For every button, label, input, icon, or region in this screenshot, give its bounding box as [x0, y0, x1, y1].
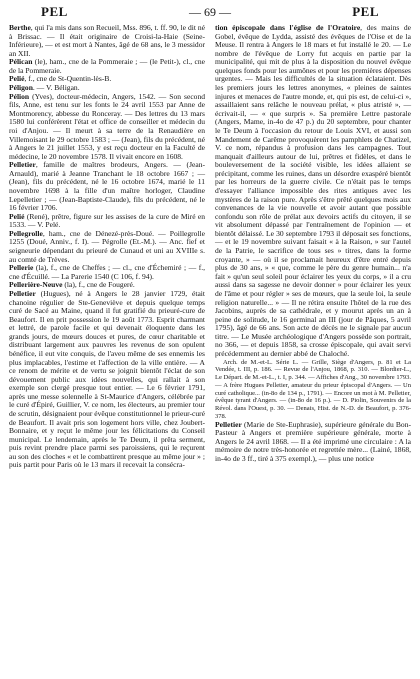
entry-headword: Pellerie: [9, 263, 34, 273]
entry-headword: Pelletier: [215, 419, 242, 429]
dictionary-entry: tion épiscopale dans l'église de l'Oratoire, des mains de Gobel, évêque de Lydda, assisté des évêques de l'Oise et de la Meuse. Il rentra à Angers le 18 mars et fut installé le 20. — Le nombre de l'évêque de Lorry fut acquis en partie par la municipalité, qui mit de plus à la disposition du nouvel évêque quelques fonds pour les aumônes et pour les premières dépenses urgentes. — Mais les difficultés de la situation éclataient. Dès les premiers jours les lettres anonymes, « pleines de saintes injures et menaces de l'autre monde, et, qui pis est, de celui-ci », assaillaient sans relâche le nouveau prélat, « plus atristé », — écrivait-il, — « que surpris ». Sa première Lettre pastorale (Angers, Mame, in-4o de 47 p.) du 20 septembre, pour chanter le Te Deum à l'occasion du retour de Louis XVI, et aussi son Mandement de Carême provoquèrent les pamphlets de Chatizel, V. ce nom, répandus à profusion dans les campagnes. Tout manquait d'ailleurs autour de lui, prêtres et fidèles, et dans le bouleversement de la société visible, les idées allaient se précipitant, comme les ruines, dans un désordre exaspéré bientôt par les horreurs de la guerre civile. Ce n'était pas le temps d'essayer l'alliance impossible des rites antiques avec les mystères de la raison pure. Après s'être prêté quelques mois aux convenances de la vie nouvelle et avoir autant que possible confondu son rôle de prélat aux devoirs actifs du citoyen, il se vit absolument dépassé par l'entraînement de l'opinion — et bientôt délaissé. Le 30 septembre 1793 il déposait ses fonctions, — et le 19 novembre suivant faisait « à la Raison, » sur l'autel de la Patrie, le sacrifice de tous ses » titres, dans la forme croyante, » — où il se proclamait heureux d'être entré depuis plus de 30 ans, » « que, comme le père du genre humain... n'a fait » qu'un seul soleil pour éclairer les yeux du corps, » il a cru aussi dans sa sagesse ne devoir donner » pour éclairer les yeux de l'âme et pour régler » ses de mœurs, que la seule loi, la seule religion naturelle... » — Il ne rétira ensuite l'hôtel de la rue des Jacobins, auprès de sa cathédrale, et y mourut après un an à peine de solitude, le 16 germinal an III (jour de Pâques, 5 avril 1795), âgé de 66 ans. Son acte de décès ne le signale par aucun titre. — Le Musée archéologique d'Angers possède son portrait, no 366, — et depuis 1858, sa crosse épiscopale, qui avait servi précédemment au dernier abbé de Chaloché.: [215, 23, 411, 358]
two-column-body: [9, 24, 411, 470]
dictionary-entry: Pellerie (la), f., cne de Cheffes ; — cl., cne d'Échemiré ; — f., cne d'Écuillé. — La Parerie 1540 (C 106, f. 94).: [9, 263, 205, 281]
running-header: [9, 4, 411, 21]
dictionary-entry: Pelletier, famille de maîtres brodeurs, Angers. — (Jean-Arnauld), marié à Jeanne Tranchant le 18 octobre 1667 ; — (Jean), fils du précédent, né le 16 octobre 1674, marié le 11 novembre 1698 à la fille d'un maître horloger, Claudine Lepelletier ; — (Jean-Baptiste-Claude), fils du précédent, né le 16 février 1706.: [9, 160, 205, 213]
entry-headword: Péligon: [9, 83, 33, 93]
right-column: [215, 24, 411, 470]
dictionary-entry: Pélion (Yves), docteur-médecin, Angers, 1542. — Son second fils, Anne, est tenu sur les fonts le 24 avril 1553 par Anne de Montmorency, abbesse du Ronceray. — Des lettres du 13 mars 1580 lui conférèrent l'état et office de conseiller et médecin du roi d'Anjou. — Il meurt à sa terre de la Renaudière en Villemoisant le 29 octobre 1583 ; — (Jean), fils du précédent, né à Angers le 21 juillet 1553, y est reçu docteur en la Faculté de médecine, le 20 novembre 1578. Il vivait encore en 1608.: [9, 91, 205, 161]
dictionary-entry: Pellerière-Neuve (la), f., cne de Fougeré.: [9, 280, 135, 290]
dictionary-entry: Pellegrolle, ham., cne de Dénezé-près-Doué. — Poillegrolle 1255 (Doué, Anniv., f. I). — Pégrolle (Et.-M.). — Anc. fief et seigneurie dépendant du prieuré de Cunaud et uni au XVIIIe s. au comté de Trèves.: [9, 228, 205, 264]
reference-note: Arch. de M.-et-L. Série L. — Grille, Siège d'Angers, p. 81 et La Vendée, t. III, p. 186. — Revue de l'Anjou, 1868, p. 310. — Blordier-L., Le Départ. de M.-et-L., t. I, p. 344. — Affiches d'Ang., 30 novembre 1793. — A frère Hugues Pelletier, amateur du prieur épiscopal d'Angers. — Un curé catholique... (in-8o de 134 p., 1791). — Encore un mot à M. Pelletier, évêque tyrant d'Angers. — (in-8o de 16 p.). — D. Piolin, Souvenirs de la Révol. dans l'Ouest, p. 30. — Denais, Hist. de N.-D. de Beaufort, p. 376-378.: [215, 358, 411, 420]
entry-headword: Pélion: [9, 91, 30, 101]
header-right-word: PEL: [352, 4, 379, 19]
left-column: [9, 24, 205, 470]
entry-headword: Pelletier: [9, 160, 36, 170]
dictionary-entry: Pélican (le), ham., cne de la Pommeraie ; — (le Petit-), cl., cne de la Pommeraie.: [9, 57, 205, 75]
entry-headword: Pellegrolle: [9, 228, 43, 238]
entry-headword: tion épiscopale dans l'église de l'Oratoire: [215, 23, 361, 32]
dictionary-entry: Péligon. — V. Béligan.: [9, 83, 80, 93]
entry-headword: Berthe: [9, 23, 31, 32]
dictionary-entry: Pelié, f., cne de St-Quentin-lès-B.: [9, 74, 112, 84]
header-left-word: PEL: [41, 4, 68, 19]
entry-headword: Pelié: [9, 211, 25, 221]
dictionary-entry: Pelletier (Hugues), né à Angers le 28 janvier 1729, était chanoine régulier de Ste-Geneviève et depuis quelque temps curé de Sacé au Maine, quand il fut gratifié du prieuré-cure de Beaufort. Il en prit possession le 19 août 1773. Esprit charmant et lettré, de parole facile et qui devenait éloquente dans les grands jours, de mœurs douces et pures, de cœur charitable et distribuant largement aux pauvres les revenus de son opulent bénéfice, il eut vite conquis, de l'aveu même de ses ennemis les plus implacables, l'estime et l'affection de la ville entière. — A ce renom de mérite et de vertu se joignit bientôt l'éclat de son dévouement public aux idées nouvelles, qui rallait à son exemple son clergé presque tout entier. — Le 6 février 1791, après une messe solennelle à St-Maurice d'Angers, célébrée par le curé d'Épiré, Guillier, V. ce nom, les électeurs, au premier tour de scrutin, désignaient pour évêque constitutionnel le prieur-curé de Beaufort. Il avait pris son logement hors ville, chez Joubert-Bonnaire, et y reçut le même jour les félicitations du Conseil municipal. Le lendemain, après le Te Deum, il prêta serment, puis revint prendre place parmi ses paroissiens, qui le reçurent au son des cloches « et le combattirent presque au même jour » ; puis partit pour Paris où le 13 mars il recevait la consécra-: [9, 288, 206, 470]
dictionary-entry: Pelletier (Marie de Ste-Euphrasie), supérieure générale du Bon-Pasteur à Angers et première supérieure générale, morte à Angers le 24 avril 1868. — Il a été imprimé une circulaire : A la mémoire de notre très-honorée et regrettée mère... (Lainé, 1868, in-4o de 3 ff., tiré à 375 exempl.), — plus une notice: [215, 419, 411, 463]
dictionary-entry: Berthe, qui l'a mis dans son Recueil, Mss. 896, t. ff. 90, le dit né à Brissac. — Il était originaire de Croisi-la-Haie (Seine-Inférieure), — et est mort à Nantes, âgé de 68 ans, le 3 messidor an XII.: [9, 23, 205, 58]
entry-headword: Pelletier: [9, 288, 36, 298]
entry-headword: Pellerière-Neuve: [9, 280, 63, 290]
dictionary-entry: Pelié (René), prêtre, figure sur les assises de la cure de Miré en 1533. — V. Pelé.: [9, 211, 205, 230]
entry-headword: Pelié: [9, 74, 25, 84]
page-number: — 69 —: [189, 5, 231, 19]
entry-headword: Pélican: [9, 57, 33, 67]
